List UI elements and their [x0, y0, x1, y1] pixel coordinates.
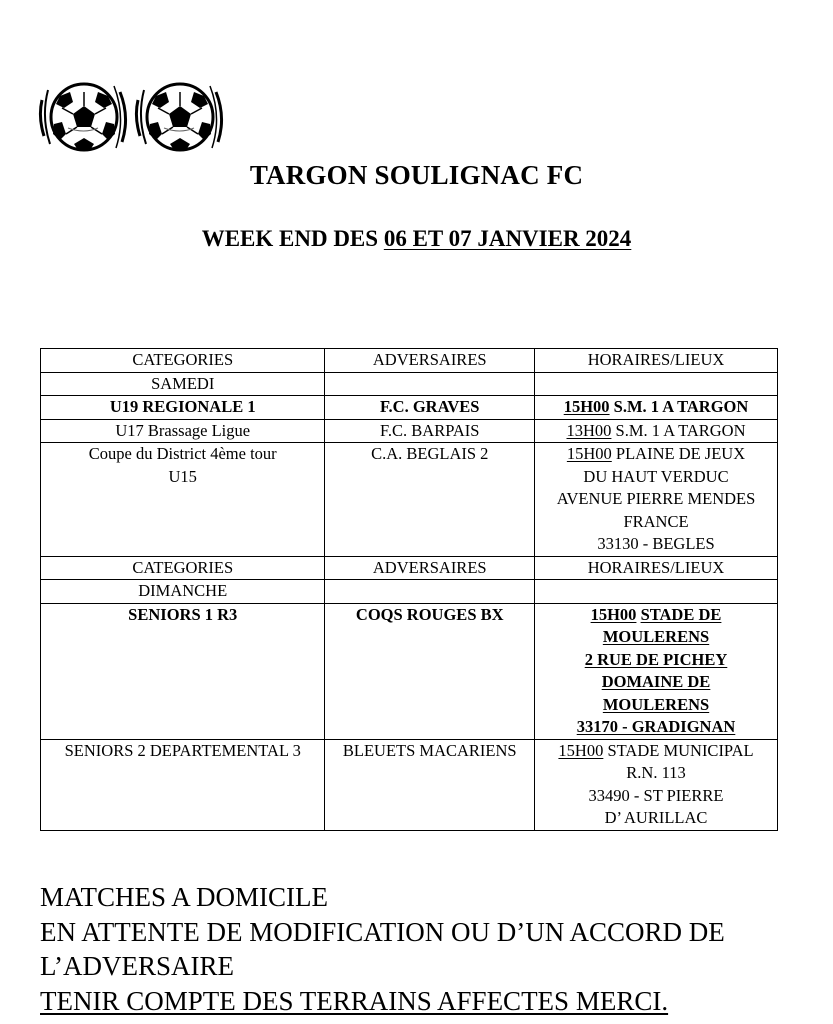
- table-header-row: [41, 349, 778, 373]
- page-subtitle: [0, 226, 833, 252]
- category-cell: SENIORS 1 R3: [41, 603, 325, 739]
- table-row: [41, 396, 778, 420]
- match-time: 15H00: [563, 397, 610, 416]
- column-header-adversaires: ADVERSAIRES: [325, 349, 535, 373]
- place-line: R.N. 113: [626, 763, 686, 782]
- day-row-samedi: [41, 372, 778, 396]
- column-header-horaires: HORAIRES/LIEUX: [535, 556, 778, 580]
- empty-cell: [535, 372, 778, 396]
- category-cell: [41, 443, 325, 557]
- match-time: 15H00: [566, 444, 612, 463]
- time-place-cell: [535, 603, 778, 739]
- place-line: 2 RUE DE PICHEY: [584, 649, 728, 669]
- category-cell: SENIORS 2 DEPARTEMENTAL 3: [41, 739, 325, 830]
- place-line: PLAINE DE JEUX: [615, 444, 746, 463]
- footer-line: TENIR COMPTE DES TERRAINS AFFECTES MERCI.: [40, 985, 669, 1016]
- footer-notes: [40, 880, 725, 1018]
- table-row: [41, 739, 778, 830]
- day-row-dimanche: [41, 580, 778, 604]
- place-line: DU HAUT VERDUC: [583, 466, 729, 486]
- empty-cell: [535, 580, 778, 604]
- table-row: [41, 419, 778, 443]
- match-time: 15H00: [590, 604, 637, 624]
- opponent-cell: BLEUETS MACARIENS: [325, 739, 535, 830]
- schedule-table: [40, 348, 778, 831]
- subtitle-date: 06 ET 07 JANVIER 2024: [383, 226, 632, 251]
- column-header-adversaires: ADVERSAIRES: [325, 556, 535, 580]
- place-line: D’ AURILLAC: [604, 808, 708, 827]
- time-place-cell: [535, 739, 778, 830]
- time-place-cell: [535, 419, 778, 443]
- footer-line: MATCHES A DOMICILE: [40, 882, 329, 912]
- place-line: 33130 - BEGLES: [597, 534, 715, 553]
- category-cell: U19 REGIONALE 1: [41, 396, 325, 420]
- time-place-cell: [535, 443, 778, 557]
- place-line: S.M. 1 A TARGON: [615, 420, 746, 440]
- opponent-cell: F.C. BARPAIS: [325, 419, 535, 443]
- place-line: AVENUE PIERRE MENDES: [556, 489, 756, 508]
- footer-line: EN ATTENTE DE MODIFICATION OU D’UN ACCORD DE: [40, 916, 725, 947]
- place-line: STADE MUNICIPAL: [607, 740, 754, 760]
- match-time: 15H00: [558, 740, 604, 760]
- table-row: [41, 603, 778, 739]
- table-header-row: [41, 556, 778, 580]
- opponent-cell: COQS ROUGES BX: [325, 603, 535, 739]
- place-line: 33170 - GRADIGNAN: [576, 717, 736, 736]
- place-line: DOMAINE DE: [601, 672, 711, 691]
- match-time: 13H00: [566, 420, 612, 440]
- table-row: [41, 443, 778, 557]
- subtitle-prefix: WEEK END DES: [201, 226, 384, 251]
- category-line: Coupe du District 4ème tour: [88, 444, 277, 463]
- soccer-ball-icon: [134, 78, 226, 156]
- footer-line: L’ADVERSAIRE: [40, 951, 235, 981]
- opponent-cell: F.C. GRAVES: [325, 396, 535, 420]
- place-line: MOULERENS: [602, 694, 710, 714]
- empty-cell: [325, 372, 535, 396]
- place-line: MOULERENS: [602, 627, 710, 646]
- category-cell: U17 Brassage Ligue: [41, 419, 325, 443]
- soccer-ball-icon: [38, 78, 130, 156]
- column-header-categories: CATEGORIES: [41, 349, 325, 373]
- page-title: TARGON SOULIGNAC FC: [249, 160, 584, 190]
- place-line: FRANCE: [623, 511, 689, 531]
- place-line: STADE DE: [640, 604, 722, 624]
- empty-cell: [325, 580, 535, 604]
- place-line: S.M. 1 A TARGON: [613, 397, 749, 416]
- column-header-categories: CATEGORIES: [41, 556, 325, 580]
- time-place-cell: [535, 396, 778, 420]
- column-header-horaires: HORAIRES/LIEUX: [535, 349, 778, 373]
- opponent-cell: C.A. BEGLAIS 2: [325, 443, 535, 557]
- category-line: U15: [168, 466, 197, 486]
- day-label: DIMANCHE: [41, 580, 325, 604]
- place-line: 33490 - ST PIERRE: [588, 785, 724, 805]
- day-label: SAMEDI: [41, 372, 325, 396]
